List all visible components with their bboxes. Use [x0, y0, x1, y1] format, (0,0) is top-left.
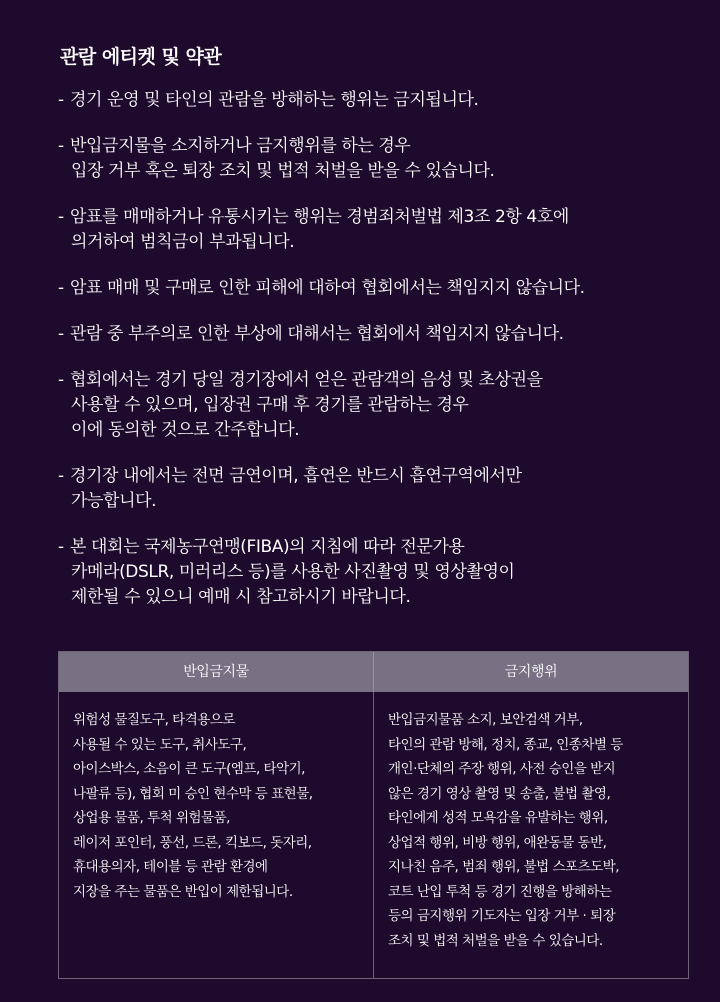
rule-line: 반입금지물을 소지하거나 금지행위를 하는 경우: [70, 136, 411, 156]
header-prohibited-acts: 금지행위: [373, 652, 688, 692]
cell-line: 상업용 물품, 투척 위험물품,: [73, 810, 230, 826]
cell-line: 반입금지물품 소지, 보안검색 거부,: [388, 712, 583, 728]
cell-line: 사용될 수 있는 도구, 취사도구,: [73, 736, 247, 753]
cell-line: 조치 및 법적 처벌을 받을 수 있습니다.: [388, 932, 603, 949]
rule-line: 암표 매매 및 구매로 인한 피해에 대하여 협회에서는 책임지지 않습니다.: [70, 278, 585, 298]
rule-line: 카메라(DSLR, 미러리스 등)를 사용한 사진촬영 및 영상촬영이: [71, 562, 515, 582]
cell-line: 지나친 음주, 범죄 행위, 불법 스포츠도박,: [388, 859, 619, 875]
cell-line: 상업적 행위, 비방 행위, 애완동물 동반,: [388, 834, 607, 851]
rule-line: 제한될 수 있으니 예매 시 참고하시기 바랍니다.: [71, 587, 411, 607]
rules-list: [58, 88, 678, 631]
bullet-dash: -: [58, 466, 64, 486]
cell-line: 개인·단체의 주장 행위, 사전 승인을 받지: [388, 761, 616, 777]
cell-line: 등의 금지행위 기도자는 입장 거부 · 퇴장: [388, 908, 616, 924]
cell-line: 레이저 포인터, 풍선, 드론, 킥보드, 돗자리,: [73, 834, 312, 851]
cell-line: 않은 경기 영상 촬영 및 송출, 불법 촬영,: [388, 785, 611, 802]
rule-line: 의거하여 범칙금이 부과됩니다.: [71, 232, 295, 252]
cell-prohibited-items: [59, 692, 373, 978]
rule-item: [58, 134, 678, 184]
rule-item: [58, 205, 678, 255]
rule-line: 사용할 수 있으며, 입장권 구매 후 경기를 관람하는 경우: [71, 395, 469, 415]
rule-item: [58, 535, 678, 610]
cell-line: 코트 난입 투척 등 경기 진행을 방해하는: [388, 883, 612, 900]
rule-line: 관람 중 부주의로 인한 부상에 대해서는 협회에서 책임지지 않습니다.: [70, 324, 564, 344]
bullet-dash: -: [58, 90, 64, 110]
cell-line: 위험성 물질도구, 타격용으로: [73, 712, 235, 728]
cell-line: 타인에게 성적 모욕감을 유발하는 행위,: [388, 810, 608, 826]
bullet-dash: -: [58, 537, 64, 557]
cell-line: 타인의 관람 방해, 정치, 종교, 인종차별 등: [388, 736, 623, 753]
bullet-dash: -: [58, 324, 64, 344]
bullet-dash: -: [58, 278, 64, 298]
bullet-dash: -: [58, 136, 64, 156]
rule-item: [58, 276, 678, 301]
cell-line: 휴대용의자, 테이블 등 관람 환경에: [73, 859, 268, 875]
rule-item: [58, 88, 678, 113]
section-title: 관람 에티켓 및 약관: [60, 46, 222, 68]
rule-line: 이에 동의한 것으로 간주합니다.: [71, 420, 300, 440]
bullet-dash: -: [58, 370, 64, 390]
header-prohibited-items: 반입금지물: [183, 664, 249, 680]
cell-line: 아이스박스, 소음이 큰 도구(엠프, 타악기,: [73, 761, 305, 777]
rule-line: 가능합니다.: [71, 491, 157, 511]
rule-line: 경기 운영 및 타인의 관람을 방해하는 행위는 금지됩니다.: [70, 90, 479, 110]
cell-line: 나팔류 등), 협회 미 승인 현수막 등 표현물,: [73, 785, 313, 802]
table-body-row: [59, 692, 688, 978]
cell-line: 지장을 주는 물품은 반입이 제한됩니다.: [73, 883, 293, 900]
table-header-row: [59, 652, 688, 692]
rule-item: [58, 322, 678, 347]
rule-line: 암표를 매매하거나 유통시키는 행위는 경범죄처벌법 제3조 2항 4호에: [70, 207, 569, 227]
rule-line: 협회에서는 경기 당일 경기장에서 얻은 관람객의 음성 및 초상권을: [70, 370, 543, 390]
rule-line: 입장 거부 혹은 퇴장 조치 및 법적 처벌을 받을 수 있습니다.: [71, 161, 495, 181]
bullet-dash: -: [58, 207, 64, 227]
rule-item: [58, 464, 678, 514]
rule-item: [58, 368, 678, 443]
rule-line: 경기장 내에서는 전면 금연이며, 흡연은 반드시 흡연구역에서만: [70, 466, 522, 486]
prohibited-items-table: [58, 651, 689, 979]
cell-prohibited-acts: [373, 692, 688, 978]
rule-line: 본 대회는 국제농구연맹(FIBA)의 지침에 따라 전문가용: [70, 537, 465, 557]
